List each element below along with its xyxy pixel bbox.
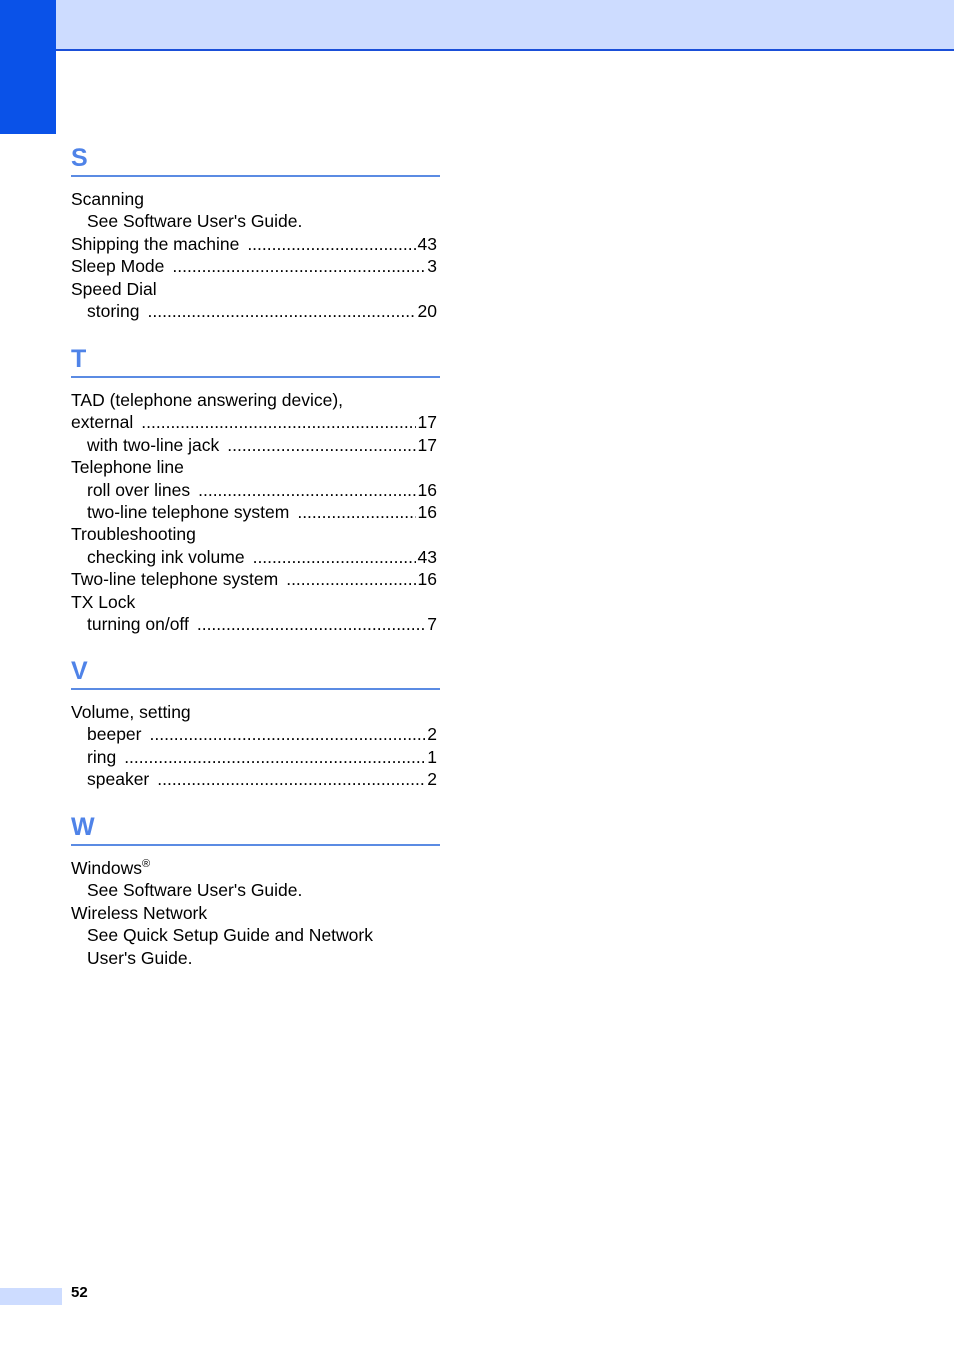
page-ref: 43 — [417, 546, 437, 567]
page-ref: 17 — [417, 412, 437, 433]
index-subentry: See Software User's Guide. — [87, 211, 303, 232]
page-ref: 2 — [427, 724, 437, 745]
index-section-s — [71, 141, 440, 322]
entry-term: Sleep Mode — [71, 256, 165, 277]
section-letter: W — [71, 813, 95, 841]
page-number: 52 — [71, 1284, 88, 1301]
entry-term: beeper — [87, 724, 142, 745]
section-letter: S — [71, 144, 88, 172]
section-letter: V — [71, 657, 88, 685]
index-entry: Telephone line — [71, 457, 184, 478]
leader-dots — [286, 568, 415, 590]
index-subentry — [71, 300, 440, 322]
entry-term: two-line telephone system — [87, 501, 290, 522]
index-subentry — [71, 613, 440, 635]
index-subentry — [71, 434, 440, 456]
index-entry: Scanning — [71, 189, 144, 209]
index-entry — [71, 233, 440, 255]
index-subentry — [71, 479, 440, 501]
page-ref: 43 — [417, 233, 437, 254]
page-ref: 16 — [417, 479, 437, 500]
entry-term: ring — [87, 746, 117, 767]
index-section-w — [71, 810, 440, 969]
entry-term: Shipping the machine — [71, 233, 240, 254]
index-subentry: See Software User's Guide. — [87, 880, 303, 901]
index-subentry — [71, 746, 440, 768]
entry-term: checking ink volume — [87, 546, 245, 567]
index-section-v — [71, 654, 440, 791]
entry-term: turning on/off — [87, 613, 189, 634]
leader-dots — [198, 479, 415, 501]
entry-term: with two-line jack — [87, 434, 220, 455]
leader-dots — [247, 233, 415, 255]
index-subentry: See Quick Setup Guide and Network — [87, 925, 373, 946]
section-rule — [71, 688, 440, 690]
section-rule — [71, 376, 440, 378]
index-entry: Troubleshooting — [71, 524, 196, 545]
index-entry — [71, 568, 440, 590]
leader-dots — [148, 300, 416, 322]
index-subentry — [71, 723, 440, 745]
entry-term: external — [71, 412, 134, 433]
page-ref: 1 — [427, 746, 437, 767]
index-entry: TAD (telephone answering device), — [71, 390, 344, 410]
index-entry: TX Lock — [71, 591, 136, 612]
entry-term: storing — [87, 301, 140, 321]
leader-dots — [197, 613, 425, 635]
registered-mark: ® — [142, 858, 151, 870]
entry-term: Two-line telephone system — [71, 569, 279, 590]
leader-dots — [227, 434, 415, 456]
index-entry — [71, 255, 440, 277]
page-ref: 16 — [417, 569, 437, 590]
index-entry — [71, 857, 440, 879]
section-letter: T — [71, 345, 87, 373]
leader-dots — [157, 768, 425, 790]
entry-term: roll over lines — [87, 479, 191, 500]
index-entry: Wireless Network — [71, 902, 208, 923]
page-ref: 16 — [417, 501, 437, 522]
leader-dots — [150, 723, 426, 745]
footer-band — [0, 1288, 62, 1305]
entry-term: speaker — [87, 769, 150, 790]
index-entry: Speed Dial — [71, 278, 157, 299]
leader-dots — [141, 411, 415, 433]
index-entry — [71, 411, 440, 433]
section-rule — [71, 175, 440, 177]
entry-term: Windows — [71, 858, 142, 878]
header-band — [0, 0, 954, 51]
page-ref: 7 — [427, 613, 437, 634]
index-subentry — [71, 501, 440, 523]
page-ref: 20 — [417, 301, 437, 321]
index-subentry — [71, 546, 440, 568]
leader-dots — [297, 501, 415, 523]
index-entry: Volume, setting — [71, 702, 191, 722]
index-subentry — [71, 768, 440, 790]
page-ref: 17 — [417, 434, 437, 455]
leader-dots — [253, 546, 416, 568]
page-ref: 3 — [427, 256, 437, 277]
chapter-tab — [0, 0, 56, 134]
index-section-t — [71, 342, 440, 635]
leader-dots — [124, 746, 425, 768]
index-subentry: User's Guide. — [87, 947, 193, 968]
page-ref: 2 — [427, 769, 437, 790]
section-rule — [71, 844, 440, 846]
leader-dots — [172, 255, 425, 277]
